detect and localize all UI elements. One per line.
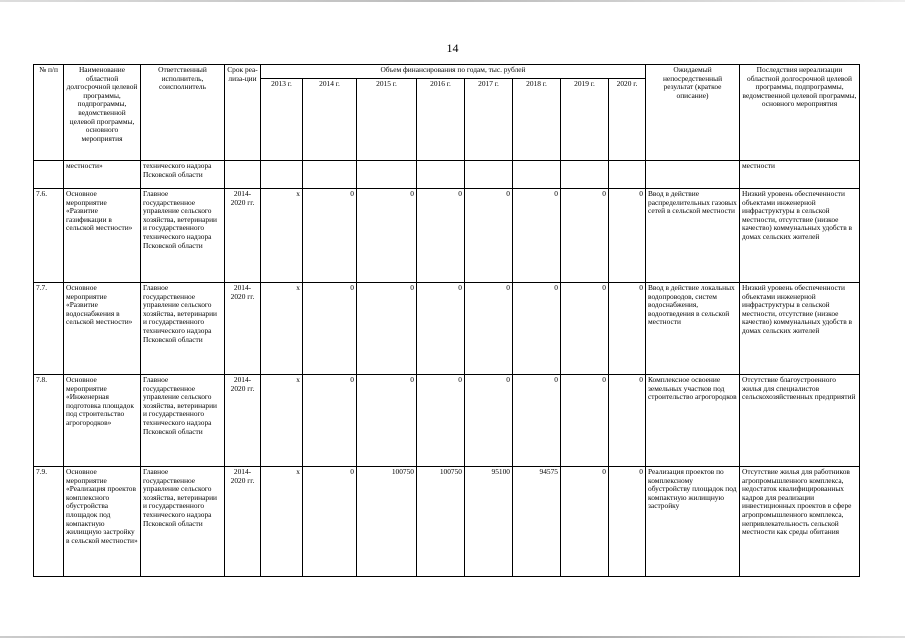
- cell-value: 0: [417, 283, 465, 375]
- page-number: 14: [446, 41, 459, 55]
- scan-edge-bottom: [0, 636, 905, 638]
- cell-value: [417, 161, 465, 189]
- cell-value: 0: [465, 189, 513, 283]
- cell-value: 0: [609, 283, 646, 375]
- cell-value: 0: [609, 467, 646, 577]
- cell-value: 94575: [513, 467, 561, 577]
- header-year: 2018 г.: [513, 79, 561, 161]
- cell-value: 100750: [357, 467, 417, 577]
- cell-result: Ввод в действие локальных водопроводов, систем водоснабжения, водоотведения в сельской местности: [646, 283, 740, 375]
- cell-name: местности»: [64, 161, 141, 189]
- cell-responsible: Главное государственное управление сельского хозяйства, ветеринарии и государственного технического надзора Псковской области: [141, 189, 225, 283]
- cell-name: Основное мероприятие «Развитие водоснабжения в сельской местности»: [64, 283, 141, 375]
- cell-value: 0: [561, 375, 609, 467]
- cell-value: 0: [417, 189, 465, 283]
- header-year: 2020 г.: [609, 79, 646, 161]
- cell-value: 0: [357, 283, 417, 375]
- cell-consequences: Низкий уровень обеспеченности объектами инженерной инфраструктуры в сельской местности, отсутствие (низкое качество) коммунальных удобств в домах сельских жителей: [740, 189, 860, 283]
- cell-name: Основное мероприятие «Развитие газификации в сельской местности»: [64, 189, 141, 283]
- cell-value: [561, 161, 609, 189]
- header-year: 2016 г.: [417, 79, 465, 161]
- cell-responsible: Главное государственное управление сельского хозяйства, ветеринарии и государственного технического надзора Псковской области: [141, 467, 225, 577]
- cell-term: 2014-2020 гг.: [225, 467, 261, 577]
- cell-value: 100750: [417, 467, 465, 577]
- cell-value: 0: [513, 375, 561, 467]
- header-responsible: Ответственный исполнитель, соисполнитель: [141, 65, 225, 161]
- cell-value: 0: [303, 283, 357, 375]
- header-year: 2015 г.: [357, 79, 417, 161]
- cell-value: 0: [561, 467, 609, 577]
- cell-value: [261, 161, 303, 189]
- cell-value: 0: [303, 467, 357, 577]
- header-term: Срок реа-лиза-ции: [225, 65, 261, 161]
- cell-term: [225, 161, 261, 189]
- cell-value: 0: [609, 189, 646, 283]
- cell-term: 2014-2020 гг.: [225, 189, 261, 283]
- cell-consequences: Отсутствие жилья для работников агропромышленного комплекса, недостаток квалифицированных кадров для реализации инвестиционных проектов в сфере агропромышленного комплекса, непривлекательность сельской местности как среды обитания: [740, 467, 860, 577]
- continuation-row: [34, 161, 860, 189]
- cell-value: x: [261, 375, 303, 467]
- cell-name: Основное мероприятие «Инженерная подготовка площадок под строительство агрогородков»: [64, 375, 141, 467]
- cell-result: Реализация проектов по комплексному обустройству площадок под компактную жилищную застройку: [646, 467, 740, 577]
- cell-num: 7.7.: [34, 283, 64, 375]
- cell-value: 0: [357, 189, 417, 283]
- header-year: 2013 г.: [261, 79, 303, 161]
- cell-value: [465, 161, 513, 189]
- cell-value: 0: [609, 375, 646, 467]
- cell-term: 2014-2020 гг.: [225, 375, 261, 467]
- cell-consequences: Низкий уровень обеспеченности объектами инженерной инфраструктуры в сельской местности, отсутствие (низкое качество) коммунальных удобств в домах сельских жителей: [740, 283, 860, 375]
- cell-result: Ввод в действие распределительных газовых сетей в сельской местности: [646, 189, 740, 283]
- cell-value: 0: [561, 189, 609, 283]
- cell-consequences: Отсутствие благоустроенного жилья для специалистов сельскохозяйственных предприятий: [740, 375, 860, 467]
- header-year: 2019 г.: [561, 79, 609, 161]
- cell-value: x: [261, 189, 303, 283]
- cell-value: 0: [417, 375, 465, 467]
- header-num: № п/п: [34, 65, 64, 161]
- cell-num: [34, 161, 64, 189]
- cell-value: x: [261, 467, 303, 577]
- header-year: 2014 г.: [303, 79, 357, 161]
- cell-responsible: технического надзора Псковской области: [141, 161, 225, 189]
- cell-num: 7.9.: [34, 467, 64, 577]
- cell-value: 0: [303, 375, 357, 467]
- header-consequences: Последствия нереализации областной долгосрочной целевой программы, подпрограммы, ведомственной целевой программы, основного мероприятия: [740, 65, 860, 161]
- cell-value: [357, 161, 417, 189]
- cell-name: Основное мероприятие «Реализация проектов комплексного обустройства площадок под компактную жилищную застройку в сельской местности»: [64, 467, 141, 577]
- cell-value: 0: [465, 283, 513, 375]
- cell-result: [646, 161, 740, 189]
- cell-value: 0: [303, 189, 357, 283]
- cell-term: 2014-2020 гг.: [225, 283, 261, 375]
- cell-result: Комплексное освоение земельных участков под строительство агрогородков: [646, 375, 740, 467]
- scan-edge-top: [0, 0, 905, 2]
- table-row: [34, 189, 860, 283]
- cell-value: [303, 161, 357, 189]
- table-row: [34, 283, 860, 375]
- cell-value: 95100: [465, 467, 513, 577]
- cell-num: 7.8.: [34, 375, 64, 467]
- cell-responsible: Главное государственное управление сельского хозяйства, ветеринарии и государственного технического надзора Псковской области: [141, 283, 225, 375]
- cell-value: [609, 161, 646, 189]
- cell-value: 0: [513, 283, 561, 375]
- cell-value: [513, 161, 561, 189]
- cell-consequences: местности: [740, 161, 860, 189]
- cell-value: x: [261, 283, 303, 375]
- table-row: [34, 375, 860, 467]
- cell-value: 0: [561, 283, 609, 375]
- cell-responsible: Главное государственное управление сельского хозяйства, ветеринарии и государственного технического надзора Псковской области: [141, 375, 225, 467]
- cell-value: 0: [513, 189, 561, 283]
- header-name: Наименование областной долгосрочной целевой программы, подпрограммы, ведомственной целевой программы, основного мероприятия: [64, 65, 141, 161]
- header-result: Ожидаемый непосредственный результат (краткое описание): [646, 65, 740, 161]
- cell-value: 0: [465, 375, 513, 467]
- cell-num: 7.6.: [34, 189, 64, 283]
- header-year: 2017 г.: [465, 79, 513, 161]
- financing-table: [33, 64, 860, 577]
- header-financing: Объем финансирования по годам, тыс. рублей: [261, 65, 646, 79]
- table-row: [34, 467, 860, 577]
- cell-value: 0: [357, 375, 417, 467]
